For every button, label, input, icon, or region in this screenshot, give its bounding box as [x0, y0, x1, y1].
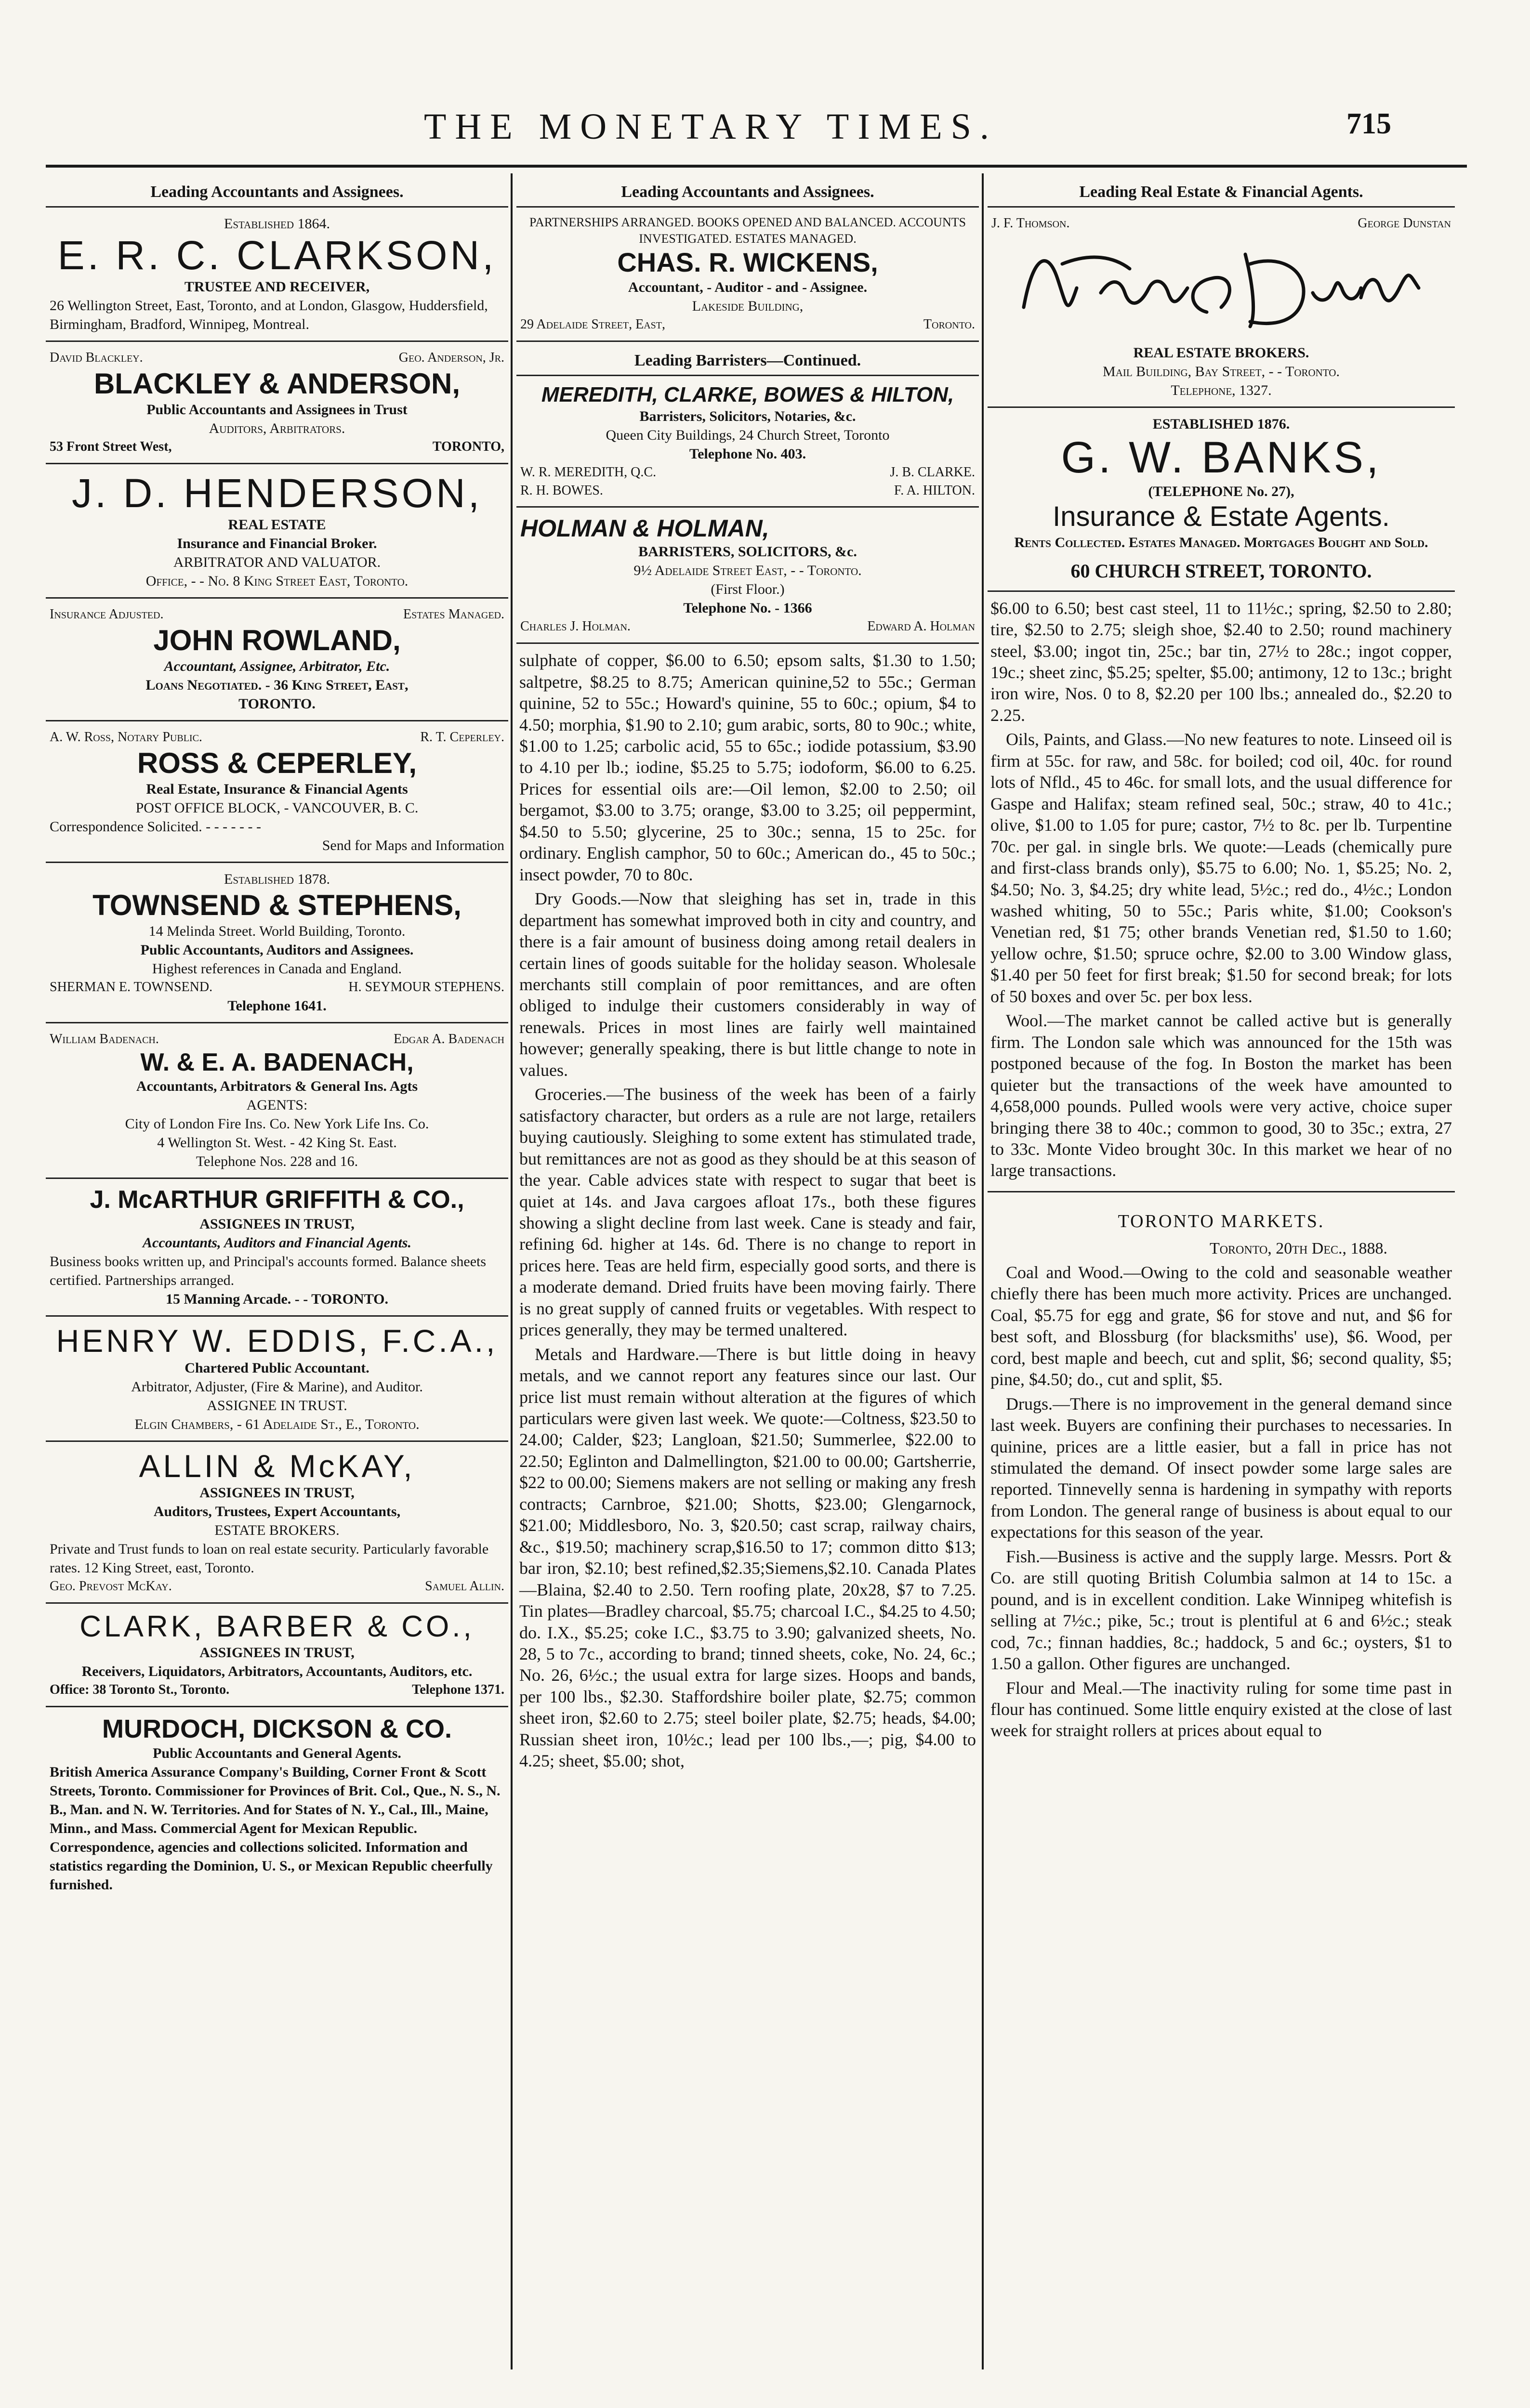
- firm-line: ASSIGNEES IN TRUST,: [199, 1216, 355, 1232]
- page-header: [0, 96, 1530, 154]
- firm-line-3: Highest references in Canada and England.: [152, 960, 402, 977]
- firm-address: 60 CHURCH STREET, TORONTO.: [1070, 560, 1372, 582]
- paragraph: Groceries.—The business of the week has been of a fairly satisfactory character, but orders as a rule are not large, retailers buying cautiously. Sleighing to some extent has stimulated trade, but remittances are not as good as they should be at this season of the year. Cable advices state with respect to sugar that beet is quiet at 14s. and Java cargoes afloat 17s., both these figures showing a slight decline from last week. Cane is steady and fair, refining 6d. higher at 14s. 6d. There is no change to report in prices here. Teas are held firm, especially good sorts, and there is a moderate demand. Dried fruits have been moving fairly. There is no great supply of canned fruits or vegetables. With respect to prices generally, they may be termed unaltered.: [519, 1085, 976, 1340]
- ad-blackley-anderson: [46, 342, 508, 464]
- markets-body: [988, 1262, 1455, 1741]
- firm-telephone: Telephone No. 403.: [689, 445, 806, 462]
- firm-sub: Rents Collected. Estates Managed. Mortgages Bought and Sold.: [1014, 534, 1428, 550]
- partner-right: R. T. Ceperley.: [420, 730, 504, 745]
- paragraph: Dry Goods.—Now that sleighing has set in, trade in this department has somewhat improved both in city and country, and there is a fair amount of business doing among retail dealers in certain lines of goods suitable for the holiday season. Wholesale merchants still complain of poor remittances, and are often obliged to indulge their customers considerably in way of renewals. Prices in most lines are fairly well maintained however; generally speaking, there is but little change to note in values.: [519, 889, 976, 1080]
- column-right: [988, 173, 1455, 2369]
- firm-sub-2: ASSIGNEE IN TRUST.: [207, 1397, 347, 1413]
- paragraph: sulphate of copper, $6.00 to 6.50; epsom salts, $1.30 to 1.50; saltpetre, $8.25 to 8.75; American quinine,52 to 55c.; German quinine, 52 to 55c.; Howard's quinine, 55 to 60c.; opium, $4 to 4.50; morphia, $1.90 to 2.10; gum arabic, sorts, 80 to 90c.; white, $1.00 to 1.25; carbolic acid, 55 to 65c.; iodide potassium, $3.90 to 4.10 per lb.; iodine, $5.25 to 5.75; iodoform, $6.00 to 6.25. Prices for essential oils are:—Oil lemon, $2.00 to 2.50; oil bergamot, $3.00 to 3.75; orange, $3.00 to 3.25; oil peppermint, $4.50 to 5.50; glycerine, 25 to 30c.; senna, 15 to 25c. for ordinary. English camphor, 50 to 60c.; American do., 45 to 50c.; insect powder, 70 to 80c.: [519, 651, 976, 884]
- markets-date: Toronto, 20th Dec., 1888.: [1209, 1239, 1387, 1257]
- firm-city: TORONTO.: [238, 696, 316, 712]
- partner-1-left: W. R. MEREDITH, Q.C.: [520, 464, 657, 480]
- firm-name: ALLIN & McKAY,: [139, 1448, 415, 1484]
- paragraph: Drugs.—There is no improvement in the general demand since last week. Buyers are confining their purchases to necessaries. In quinine, prices are a little easier, but a fall in price has not stimulated the demand. Of insect powder some large sales are reported. Tinnevelly senna is hardening in sympathy with reports from London. The general range of business is about equal to our expectations for this season of the year.: [990, 1394, 1452, 1542]
- firm-maps: Send for Maps and Information: [322, 837, 504, 853]
- firm-name: CHAS. R. WICKENS,: [617, 247, 878, 277]
- firm-name: MURDOCH, DICKSON & CO.: [102, 1714, 452, 1744]
- firm-name: J. D. HENDERSON,: [71, 470, 483, 516]
- firm-line: Insurance & Estate Agents.: [1053, 500, 1390, 532]
- established-line: Established 1864.: [224, 216, 330, 232]
- ad-rowland: [46, 599, 508, 721]
- firm-name: CLARK, BARBER & CO.,: [79, 1610, 475, 1644]
- agents-line-2: 4 Wellington St. West. - 42 King St. East.: [157, 1135, 397, 1151]
- firm-name: W. & E. A. BADENACH,: [140, 1048, 414, 1076]
- firm-line: REAL ESTATE BROKERS.: [1133, 344, 1309, 361]
- firm-line-2: Public Accountants, Auditors and Assignees.: [140, 942, 414, 958]
- firm-sub: Lakeside Building,: [692, 298, 804, 314]
- firm-telephone: (TELEPHONE No. 27),: [1148, 483, 1294, 499]
- firm-name: JOHN ROWLAND,: [153, 624, 401, 657]
- firm-body: British America Assurance Company's Building, Corner Front & Scott Streets, Toronto. Commissioner for Provinces of Brit. Col., Que., N. S., N. B., Man. and N. W. Territories. And for States of N. Y., Cal., Ill., Maine, Minn., and Mass. Commercial Agent for Mexican Republic. Correspondence, agencies and collections solicited. Information and statistics regarding the Dominion, U. S., or Mexican Republic cheerfully furnished.: [50, 1764, 501, 1893]
- firm-line: BARRISTERS, SOLICITORS, &c.: [638, 544, 857, 560]
- firm-line: Insurance and Financial Broker.: [177, 536, 377, 552]
- note-left: Insurance Adjusted.: [50, 607, 164, 622]
- ad-holman: [516, 508, 979, 644]
- firm-sub: Receivers, Liquidators, Arbitrators, Accountants, Auditors, etc.: [81, 1663, 473, 1680]
- firm-line: Accountant, - Auditor - and - Assignee.: [628, 279, 868, 295]
- ad-eddis: [46, 1317, 508, 1442]
- firm-body: Business books written up, and Principal's accounts formed. Balance sheets certified. Partnerships arranged.: [50, 1254, 487, 1289]
- firm-address: 9½ Adelaide Street East, - - Toronto.: [633, 563, 862, 579]
- signature-svg: [1004, 235, 1438, 341]
- firm-telephone: Telephone 1641.: [227, 997, 327, 1014]
- partner-right: Geo. Anderson, Jr.: [398, 350, 504, 366]
- firm-address: Office: 38 Toronto St., Toronto.: [50, 1682, 230, 1698]
- partner-left: Geo. Prevost McKay.: [50, 1579, 172, 1594]
- firm-body: Private and Trust funds to loan on real estate security. Particularly favorable rates. 12 King Street, east, Toronto.: [50, 1541, 489, 1576]
- ad-ross-ceperley: [46, 721, 508, 863]
- paragraph: $6.00 to 6.50; best cast steel, 11 to 11½c.; spring, $2.50 to 2.80; tire, $2.50 to 2.75; sleigh shoe, $2.40 to 2.50; round machinery steel, $3.00; ingot tin, 25c.; bar tin, 27½ to 28c.; ingot copper, 19c.; sheet zinc, $5.25; spelter, $5.00; antimony, 12 to 13c.; bright iron wire, Nos. 0 to 8, $2.20 per 100 lbs.; annealed do., $2.20 to 2.25.: [990, 598, 1452, 725]
- ad-badenach: [46, 1023, 508, 1179]
- firm-telephone: Telephone 1371.: [412, 1682, 504, 1698]
- ad-henderson: [46, 464, 508, 599]
- firm-address: POST OFFICE BLOCK, - VANCOUVER, B. C.: [135, 799, 419, 816]
- firm-line: Accountant, Assignee, Arbitrator, Etc.: [164, 658, 390, 675]
- agents-line-1: City of London Fire Ins. Co. New York Life Ins. Co.: [125, 1116, 429, 1132]
- firm-line: Chartered Public Accountant.: [185, 1360, 369, 1376]
- firm-line: ASSIGNEES IN TRUST,: [199, 1645, 355, 1661]
- firm-sub-2: ESTATE BROKERS.: [214, 1522, 340, 1539]
- paragraph: Oils, Paints, and Glass.—No new features to note. Linseed oil is firm at 55c. for raw, and 58c. for boiled; cod oil, 40c. for round lots of Nfld., 45 to 46c. for small lots, and the usual difference for Gaspe and Halifax; steam refined seal, 50c.; straw, 40 to 41c.; olive, $1.00 to 1.05 for pure; castor, 7½ to 8c. per lb. Turpentine 70c. per gal. in single brls. We quote:—Leads (chemically pure and first-class brands only), $5.75 to 6.00; No. 1, $5.25; No. 2, $4.50; No. 3, $4.25; dry white lead, 5½c.; red do., 4½c.; London washed whiting, 50 to 55c.; Paris white, $1.00; Cookson's Venetian red, $1 75; other brands Venetian red, $1.50 to 1.60; yellow ochre, $1.50; spruce ochre, $2.00 to 3.00 Window glass, $1.40 per 50 feet for first break; $1.50 for second break; for lots of 50 boxes and over 5c. per box less.: [990, 730, 1452, 1006]
- partner-2-left: R. H. BOWES.: [520, 483, 603, 498]
- section-heading-2: Leading Barristers—Continued.: [516, 342, 979, 376]
- firm-line: Public Accountants and General Agents.: [153, 1745, 401, 1762]
- section-heading: Leading Accountants and Assignees.: [46, 173, 508, 208]
- firm-correspondence: Correspondence Solicited. - - - - - - -: [50, 818, 262, 835]
- firm-address: 15 Manning Arcade. - - TORONTO.: [165, 1291, 388, 1308]
- firm-city: Toronto.: [923, 316, 975, 332]
- paragraph: Metals and Hardware.—There is but little doing in heavy metals, and we cannot report any features since our last. Our price list must remain without alteration at the figures of which particulars were given last week. We quote:—Coltness, $23.50 to 24.00; Calder, $23; Langloan, $21.50; Summerlee, $22.00 to 22.50; Eglinton and Dalmellington, $21.00 to 00.00; Gartsherrie, $22 to 00.00; Siemens makers are not selling or making any fresh contracts; Carnbroe, $21.00; Shotts, $23.00; Glengarnock, $21.00; Middlesboro, No. 3, $20.50; cast scrap, railway chairs, &c., $19.50; machinery scrap,$16.50 to 17; common ditto $13; bar iron, $2.10; best refined,$2.35;Siemens,$2.10. Canada Plates—Blaina, $2.40 to 2.50. Tern roofing plate, 20x28, $7 to 7.25. Tin plates—Bradley charcoal, $5.75; charcoal I.C., $4.25 to 4.50; do. I.X., $5.25; coke I.C., $3.75 to 3.90; galvanized sheets, No. 28, 5 to 7c., according to brand; tinned sheets, coke, No. 24, 6c.; No. 26, 6½c.; the usual extra for large sizes. Hoops and bands, per 100 lbs., $2.30. Staffordshire boiler plate, $2.75; common sheet iron, $2.60 to 2.75; steel boiler plate, $2.75; heads, $4.00; Russian sheet iron, 10½c.; lead per 100 lbs.,—; pig, $4.00 to 4.25; sheet, $5.00; shot,: [519, 1344, 976, 1771]
- firm-line: Barristers, Solicitors, Notaries, &c.: [639, 408, 856, 424]
- column-middle: [516, 173, 979, 2369]
- ad-clarkson: [46, 208, 508, 342]
- firm-name: G. W. BANKS,: [1061, 432, 1382, 482]
- masthead-title: THE MONETARY TIMES.: [424, 106, 998, 147]
- firm-line: Public Accountants and Assignees in Trust: [146, 402, 408, 418]
- firm-address: 29 Adelaide Street, East,: [520, 316, 665, 332]
- column-divider: [982, 173, 984, 2369]
- firm-address: Mail Building, Bay Street, - - Toronto.: [1103, 363, 1340, 380]
- firm-sub: ARBITRATOR AND VALUATOR.: [173, 554, 381, 571]
- agents-label: AGENTS:: [246, 1097, 308, 1113]
- firm-name: MEREDITH, CLARKE, BOWES & HILTON,: [541, 382, 954, 406]
- signature-image: [991, 233, 1451, 343]
- column-divider: [511, 173, 513, 2369]
- firm-telephone: Telephone Nos. 228 and 16.: [196, 1153, 358, 1170]
- partner-left: J. F. Thomson.: [991, 216, 1070, 231]
- firm-address: 26 Wellington Street, East, Toronto, and at London, Glasgow, Huddersfield, Birmingham, Bradford, Winnipeg, Montreal.: [50, 298, 488, 333]
- header-rule: [46, 165, 1467, 168]
- firm-office: Office, - - No. 8 King Street East, Toronto.: [145, 573, 409, 589]
- firm-sub: Accountants, Auditors and Financial Agents.: [143, 1235, 411, 1251]
- partner-right: H. SEYMOUR STEPHENS.: [348, 979, 504, 995]
- firm-name: ROSS & CEPERLEY,: [137, 746, 417, 779]
- firm-name: E. R. C. CLARKSON,: [57, 233, 497, 278]
- partner-right: Edward A. Holman: [867, 619, 975, 634]
- partner-2-right: F. A. HILTON.: [894, 483, 975, 498]
- ad-banks: [988, 408, 1455, 592]
- firm-role: TRUSTEE AND RECEIVER,: [184, 279, 370, 295]
- section-heading: Leading Real Estate & Financial Agents.: [988, 173, 1455, 208]
- firm-line: ASSIGNEES IN TRUST,: [199, 1485, 355, 1501]
- partner-left: Charles J. Holman.: [520, 619, 631, 634]
- ad-wickens: [516, 208, 979, 342]
- article-body: [516, 644, 979, 1772]
- partner-right: Edgar A. Badenach: [394, 1031, 504, 1047]
- paragraph: Flour and Meal.—The inactivity ruling for some time past in flour has continued. Some little enquiry existed at the close of last week for straight rollers at prices about equal to: [990, 1678, 1452, 1741]
- note-right: Estates Managed.: [403, 607, 504, 622]
- firm-telephone: Telephone No. - 1366: [683, 600, 812, 616]
- firm-address: Elgin Chambers, - 61 Adelaide St., E., Toronto.: [134, 1416, 420, 1432]
- column-left: [46, 173, 508, 2369]
- firm-city: TORONTO,: [432, 439, 504, 455]
- firm-name: TOWNSEND & STEPHENS,: [92, 889, 462, 921]
- firm-line: Accountants, Arbitrators & General Ins. Agts: [136, 1078, 418, 1095]
- firm-sub: Auditors, Trustees, Expert Accountants,: [153, 1504, 401, 1520]
- section-heading: Leading Accountants and Assignees.: [516, 173, 979, 208]
- paragraph: Coal and Wood.—Owing to the cold and seasonable weather chiefly there has been much more activity. Prices are unchanged. Coal, $5.75 for egg and grate, $6 for stove and nut, and $6 for best soft, and Blossburg (for blacksmiths' use), $6. Wood, per cord, best maple and beech, cut and split, $6; second quality, $5; pine, $4.50; do., cut and split, $5.: [990, 1262, 1452, 1389]
- firm-name: J. McARTHUR GRIFFITH & CO.,: [90, 1186, 464, 1214]
- paragraph: Wool.—The market cannot be called active but is generally firm. The London sale which was announced for the 15th was postponed because of the fog. In Boston the market has been quieter but the transactions of the week have amounted to 4,658,000 pounds. Pulled wools were very active, choice super bringing there 38 to 40c.; common to good, 30 to 35c.; extra, 27 to 33c. Monte Video brought 30c. In this market we hear of no large transactions.: [990, 1011, 1452, 1180]
- firm-sub: Arbitrator, Adjuster, (Fire & Marine), and Auditor.: [131, 1378, 423, 1395]
- markets-heading: TORONTO MARKETS.: [988, 1191, 1455, 1240]
- firm-line-1: 14 Melinda Street. World Building, Toronto.: [148, 923, 406, 939]
- firm-telephone: Telephone, 1327.: [1171, 382, 1272, 398]
- firm-address: 53 Front Street West,: [50, 439, 172, 455]
- ad-mcarthur-griffith: [46, 1179, 508, 1317]
- ad-clark-barber: [46, 1604, 508, 1707]
- firm-role: REAL ESTATE: [228, 517, 326, 533]
- firm-name: HENRY W. EDDIS, F.C.A.,: [56, 1323, 498, 1359]
- firm-address: Loans Negotiated. - 36 King Street, East,: [145, 677, 409, 694]
- partner-left: David Blackley.: [50, 350, 143, 366]
- partner-left: William Badenach.: [50, 1031, 159, 1047]
- ad-allin-mckay: [46, 1442, 508, 1604]
- established-line: ESTABLISHED 1876.: [1152, 416, 1290, 432]
- firm-address: Queen City Buildings, 24 Church Street, Toronto: [606, 427, 890, 443]
- partner-left: SHERMAN E. TOWNSEND.: [50, 979, 213, 995]
- firm-name: HOLMAN & HOLMAN,: [520, 515, 769, 542]
- established-line: Established 1878.: [224, 871, 330, 887]
- firm-line: Real Estate, Insurance & Financial Agents: [146, 781, 408, 797]
- ad-townsend-stephens: [46, 863, 508, 1023]
- article-body: [988, 592, 1455, 1181]
- firm-sub: Auditors, Arbitrators.: [209, 420, 345, 437]
- firm-name: BLACKLEY & ANDERSON,: [93, 367, 461, 400]
- paragraph: Fish.—Business is active and the supply large. Messrs. Port & Co. are still quoting British Columbia salmon at 14 to 15c. a pound, and is in excellent condition. Lake Winnipeg whitefish is selling at 7½c.; pike, 5c.; trout is plentiful at 6 and 6½c.; steak cod, 7c.; finnan haddies, 8c.; haddock, 5 and 6c.; oysters, $1 to 1.50 a gallon. Other figures are unchanged.: [990, 1546, 1452, 1674]
- partner-right: George Dunstan: [1358, 216, 1451, 231]
- ad-murdoch-dickson: [46, 1707, 508, 1901]
- ad-meredith-clarke: [516, 376, 979, 508]
- partner-left: A. W. Ross, Notary Public.: [50, 730, 202, 745]
- firm-top-line: PARTNERSHIPS ARRANGED. BOOKS OPENED AND BALANCED. ACCOUNTS INVESTIGATED. ESTATES MANAGED.: [529, 215, 966, 246]
- partner-right: Samuel Allin.: [425, 1579, 504, 1594]
- partner-1-right: J. B. CLARKE.: [890, 464, 975, 480]
- ad-thomson-dunstan: [988, 208, 1455, 408]
- firm-floor: (First Floor.): [711, 581, 785, 598]
- page-number: 715: [1346, 107, 1391, 140]
